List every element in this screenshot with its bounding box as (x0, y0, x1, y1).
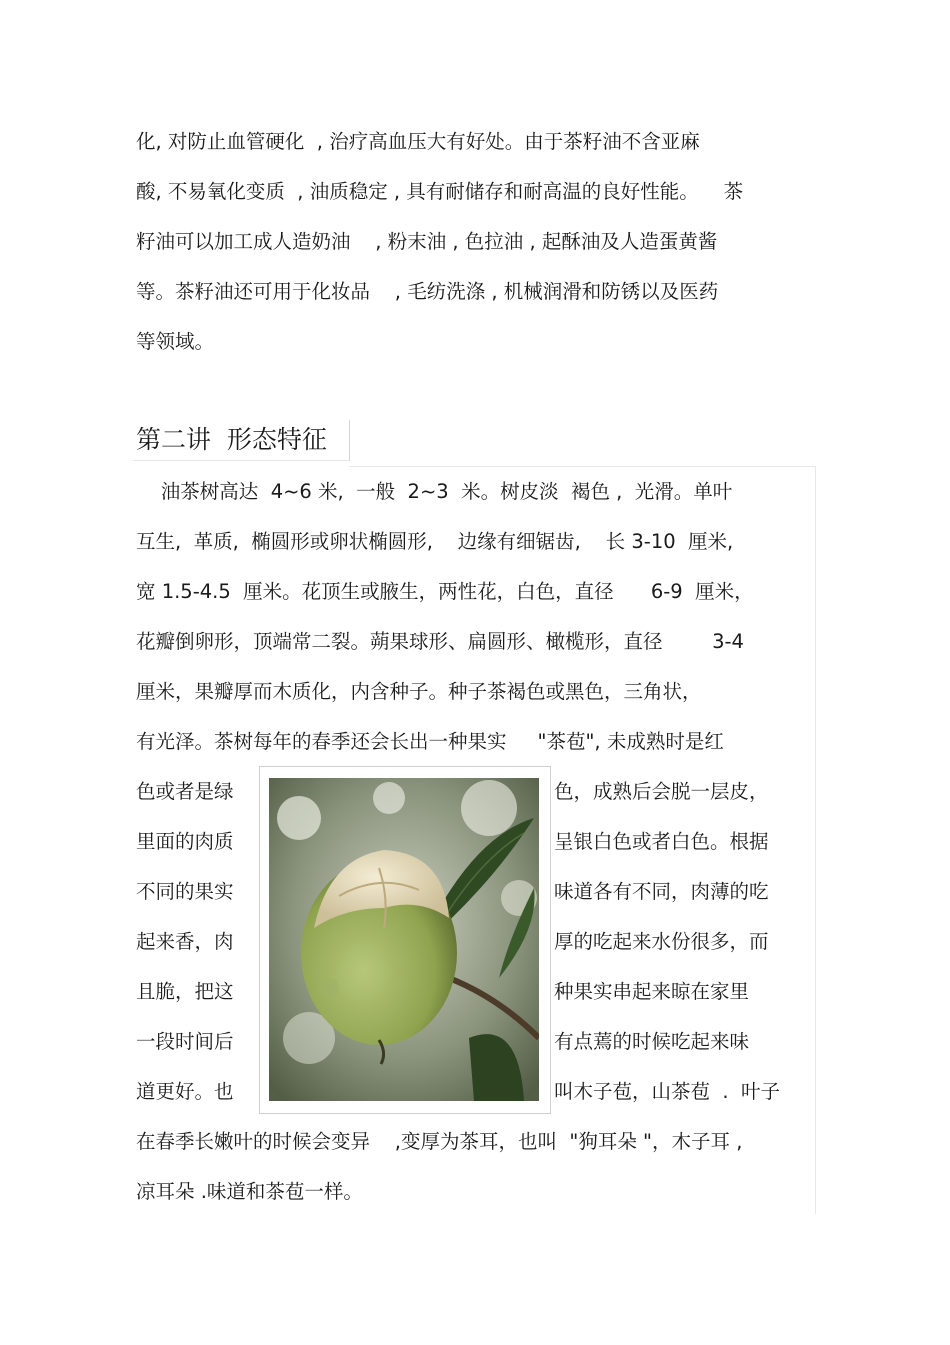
text-frame-right-border (815, 466, 816, 1214)
wrap-left-line: 一段时间后 (136, 1030, 234, 1053)
body-line: 有光泽。茶树每年的春季还会长出一种果实 "茶苞", 未成熟时是红 (136, 730, 724, 753)
wrap-right-line: 呈银白色或者白色。根据 (554, 830, 769, 853)
intro-line: 化, 对防止血管硬化 , 治疗高血压大有好处。由于茶籽油不含亚麻 (136, 130, 700, 153)
wrap-left-line: 里面的肉质 (136, 830, 234, 853)
wrap-left-line: 不同的果实 (136, 880, 234, 903)
intro-line: 等。茶籽油还可用于化妆品 , 毛纺洗涤 , 机械润滑和防锈以及医药 (136, 280, 719, 303)
body-line: 花瓣倒卵形，顶端常二裂。蒴果球形、扁圆形、橄榄形，直径 3-4 (136, 630, 744, 653)
body-line: 厘米，果瓣厚而木质化，内含种子。种子茶褐色或黑色，三角状， (136, 680, 702, 703)
tea-fruit-photo (259, 766, 551, 1114)
tail-line: 在春季长嫩叶的时候会变异 ,变厚为茶耳，也叫 "狗耳朵 "，木子耳 , (136, 1130, 743, 1153)
wrap-left-line: 且脆，把这 (136, 980, 234, 1003)
intro-line: 籽油可以加工成人造奶油 , 粉末油 , 色拉油 , 起酥油及人造蛋黄酱 (136, 230, 718, 253)
wrap-left-line: 起来香，肉 (136, 930, 234, 953)
tail-line: 凉耳朵 .味道和茶苞一样。 (136, 1180, 363, 1203)
wrap-right-line: 种果实串起来晾在家里 (554, 980, 750, 1003)
body-line: 油茶树高达 4~6 米, 一般 2~3 米。树皮淡 褐色 , 光滑。单叶 (136, 480, 733, 503)
wrap-right-line: 有点蔫的时候吃起来味 (554, 1030, 750, 1053)
wrap-right-line: 味道各有不同，肉薄的吃 (554, 880, 769, 903)
text-frame-top-border (349, 466, 816, 467)
wrap-right-line: 叫木子苞，山茶苞 . 叶子 (554, 1080, 780, 1103)
body-line: 宽 1.5-4.5 厘米。花顶生或腋生，两性花，白色，直径 6-9 厘米， (136, 580, 754, 603)
tea-fruit-illustration (269, 778, 539, 1101)
wrap-right-line: 厚的吃起来水份很多，而 (554, 930, 769, 953)
body-line: 互生, 革质, 椭圆形或卵状椭圆形, 边缘有细锯齿, 长 3-10 厘米, (136, 530, 734, 553)
intro-line: 酸, 不易氧化变质 , 油质稳定 , 具有耐储存和耐高温的良好性能。 茶 (136, 180, 744, 203)
section-heading: 第二讲 形态特征 (136, 425, 327, 454)
wrap-left-line: 道更好。也 (136, 1080, 234, 1103)
intro-line: 等领域。 (136, 330, 215, 353)
wrap-left-line: 色或者是绿 (136, 780, 234, 803)
wrap-right-line: 色，成熟后会脱一层皮， (554, 780, 769, 803)
